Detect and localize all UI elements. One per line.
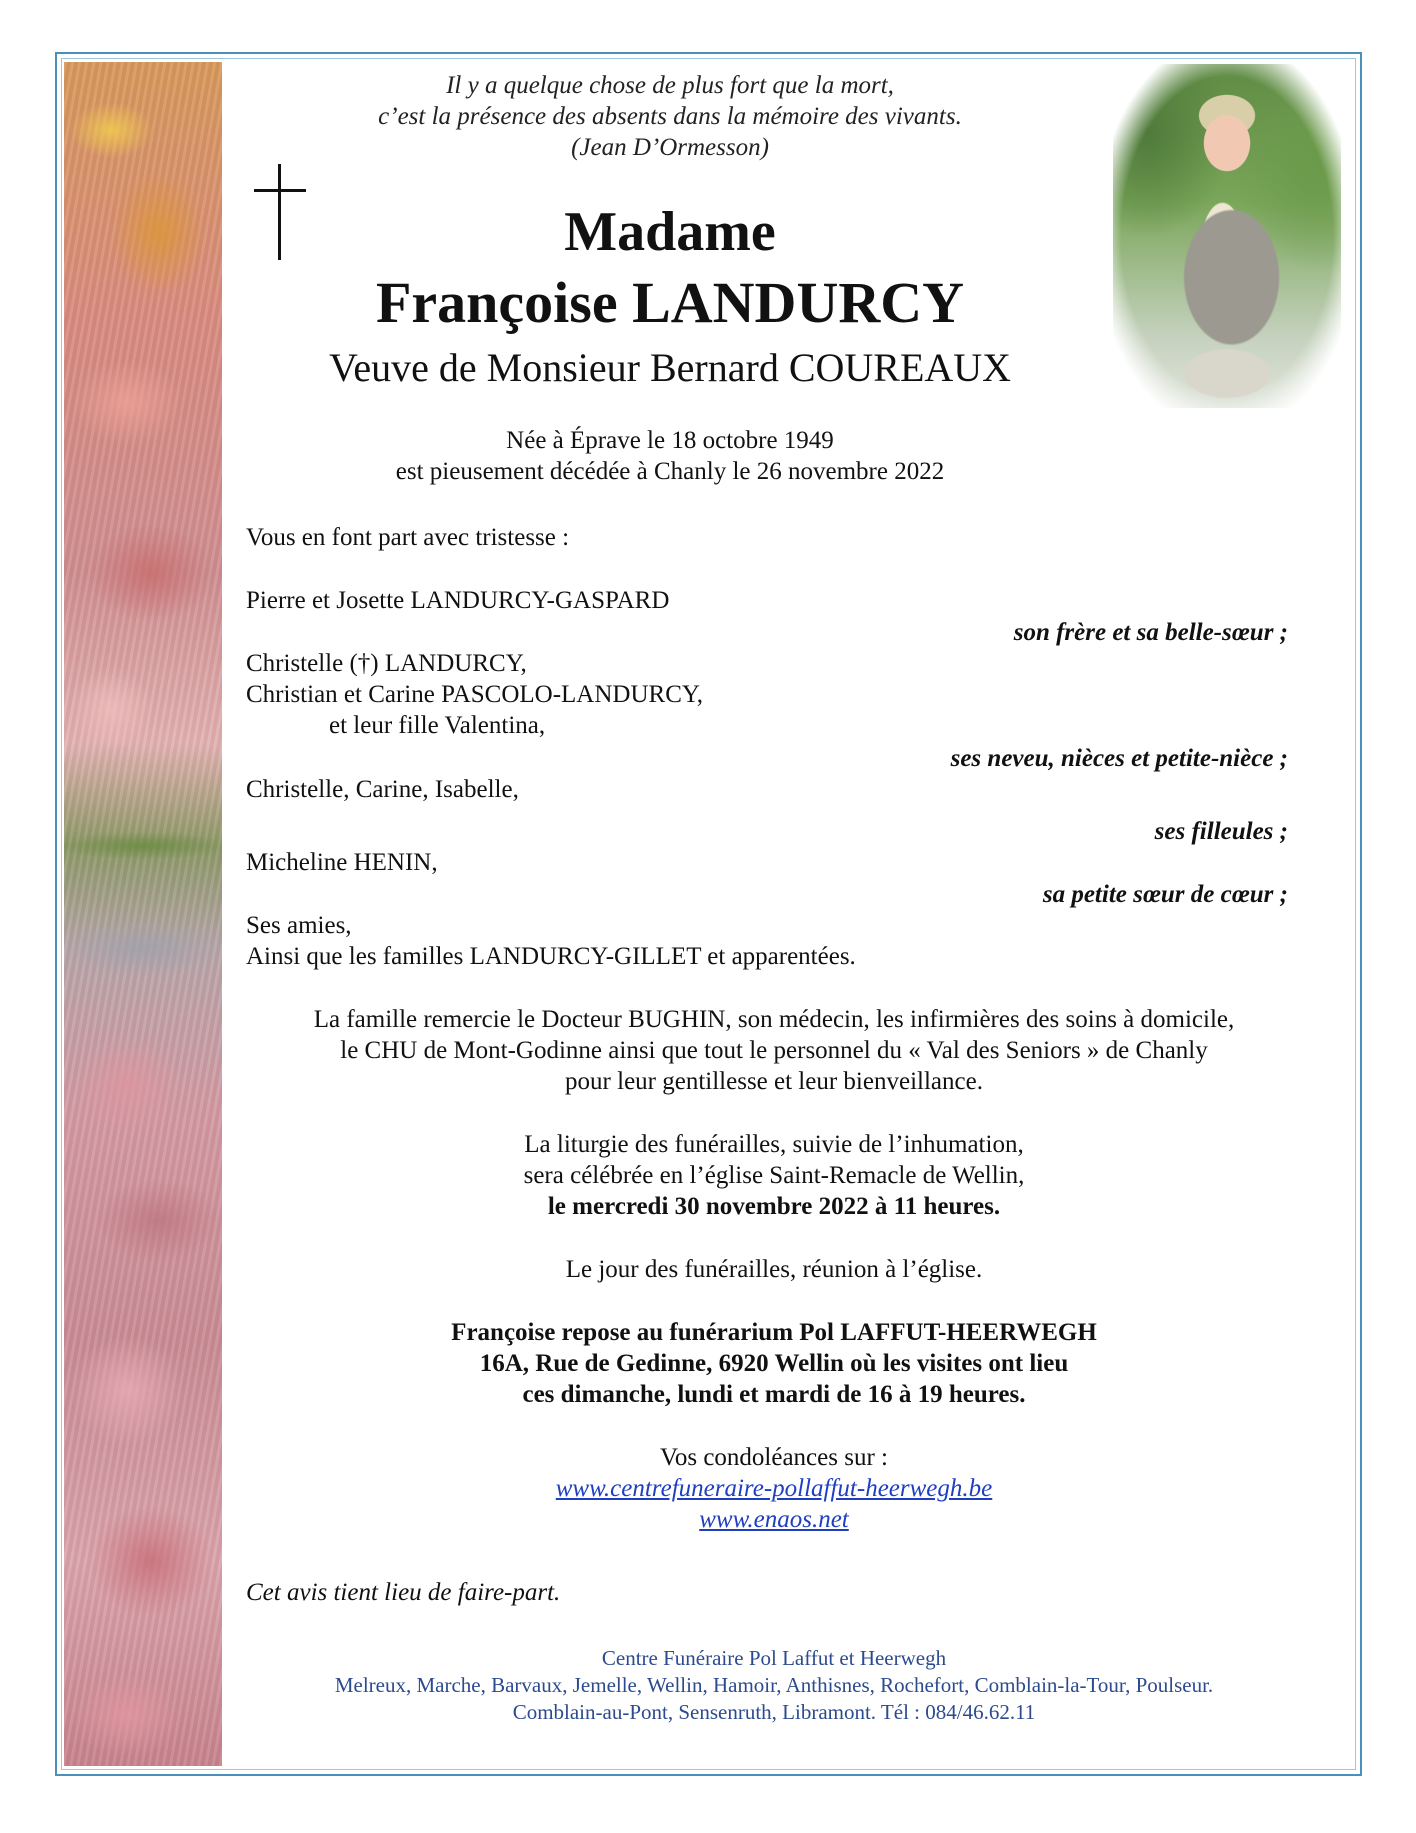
family-2a: Christelle (†) LANDURCY, <box>246 650 527 677</box>
footer-contact: Comblain-au-Pont, Sensenruth, Libramont. Tél : 084/46.62.11 <box>512 1700 1036 1724</box>
family-5a: Ses amies, <box>246 912 352 939</box>
thanks-line-2: le CHU de Mont-Godinne ainsi que tout le personnel du « Val des Seniors » de Chanly <box>340 1037 1208 1064</box>
condolences-link-1[interactable]: www.centrefuneraire-pollaffut-heerwegh.be <box>555 1475 993 1502</box>
thanks-line-3: pour leur gentillesse et leur bienveillance. <box>565 1068 983 1095</box>
quote-author: (Jean D’Ormesson) <box>571 134 769 161</box>
footer-locations: Melreux, Marche, Barvaux, Jemelle, Wellin, Hamoir, Anthisnes, Rochefort, Comblain-la-Tour, Poulseur. <box>334 1673 1214 1697</box>
birth-line: Née à Éprave le 18 octobre 1949 <box>506 427 834 454</box>
relation-3: ses filleules ; <box>1154 818 1288 845</box>
quote-line-2: c’est la présence des absents dans la mémoire des vivants. <box>378 103 962 130</box>
condolences-link-2[interactable]: www.enaos.net <box>699 1506 849 1533</box>
honorific: Madame <box>564 201 776 263</box>
widow-of: Veuve de Monsieur Bernard COUREAUX <box>328 345 1012 390</box>
family-2b: Christian et Carine PASCOLO-LANDURCY, <box>246 681 703 708</box>
thanks-line-1: La famille remercie le Docteur BUGHIN, son médecin, les infirmières des soins à domicile, <box>313 1006 1235 1033</box>
relation-4: sa petite sœur de cœur ; <box>1042 881 1288 908</box>
visits-line-2: 16A, Rue de Gedinne, 6920 Wellin où les visites ont lieu <box>479 1350 1069 1377</box>
funeral-line-1: La liturgie des funérailles, suivie de l’inhumation, <box>524 1131 1024 1158</box>
deceased-name: Françoise LANDURCY <box>376 270 964 335</box>
family-1: Pierre et Josette LANDURCY-GASPARD <box>246 587 670 614</box>
funeral-date: le mercredi 30 novembre 2022 à 11 heures. <box>547 1193 1001 1220</box>
relation-1: son frère et sa belle-sœur ; <box>1013 619 1288 646</box>
floral-side-image <box>64 62 222 1766</box>
visits-line-3: ces dimanche, lundi et mardi de 16 à 19 heures. <box>522 1381 1026 1408</box>
intro-text: Vous en font part avec tristesse : <box>246 524 570 551</box>
family-5b: Ainsi que les familles LANDURCY-GILLET et apparentées. <box>246 943 856 970</box>
family-2c: et leur fille Valentina, <box>329 712 546 739</box>
condolences-label: Vos condoléances sur : <box>660 1444 888 1471</box>
visits-line-1: Françoise repose au funérarium Pol LAFFUT-HEERWEGH <box>451 1319 1097 1346</box>
family-4: Micheline HENIN, <box>246 849 438 876</box>
footer-company: Centre Funéraire Pol Laffut et Heerwegh <box>601 1646 947 1670</box>
death-line: est pieusement décédée à Chanly le 26 novembre 2022 <box>395 458 945 485</box>
funeral-line-2: sera célébrée en l’église Saint-Remacle de Wellin, <box>523 1162 1025 1189</box>
relation-2: ses neveu, nièces et petite-nièce ; <box>950 745 1288 772</box>
faire-part-note: Cet avis tient lieu de faire-part. <box>246 1579 561 1606</box>
portrait-photo <box>1113 64 1341 408</box>
quote-line-1: Il y a quelque chose de plus fort que la mort, <box>446 72 894 99</box>
meeting-info: Le jour des funérailles, réunion à l’église. <box>565 1256 983 1283</box>
family-3: Christelle, Carine, Isabelle, <box>246 776 519 803</box>
